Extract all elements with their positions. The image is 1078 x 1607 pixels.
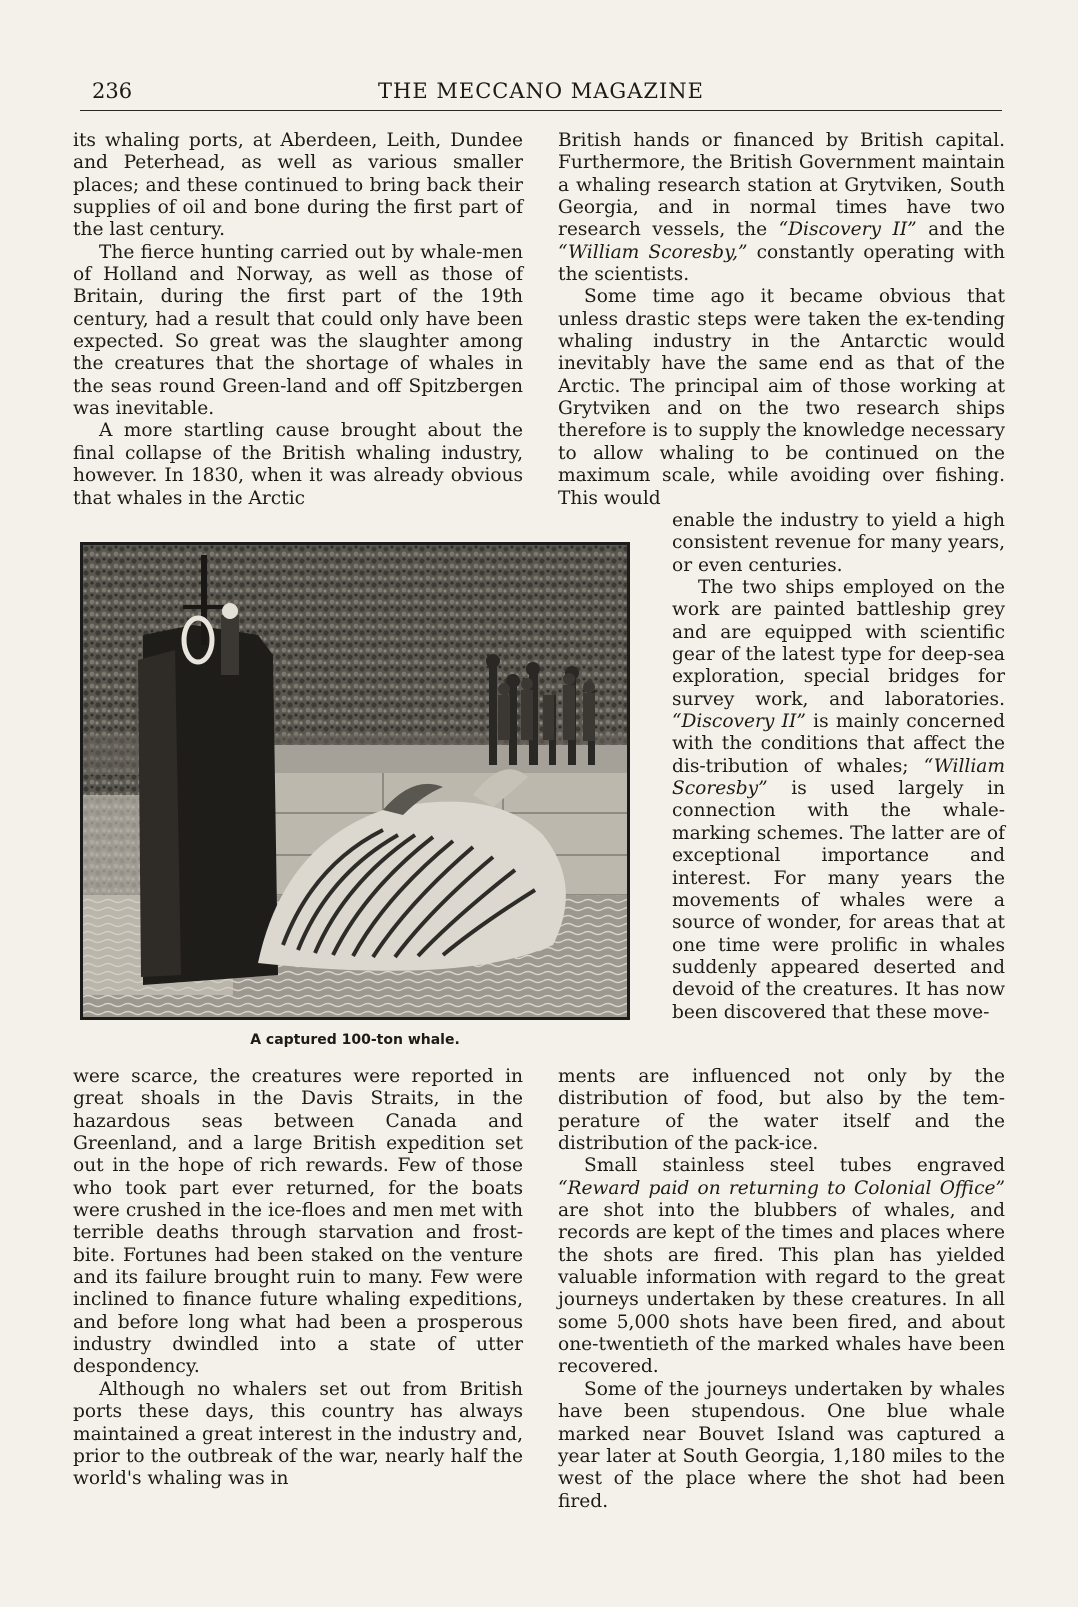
left-column-top	[73, 130, 523, 510]
ship-name: “William Scoresby,”	[558, 241, 748, 263]
text-run: constantly operating with the scientists.	[558, 241, 1005, 286]
paragraph: The fierce hunting carried out by whale-men of Holland and Norway, as well as those of Britain, during the first part of the 19th century, had a result that could only have been expected. So great was the slaughter among the creatures that the shortage of whales in the seas round Green-land and off Spitzbergen was inevitable.	[73, 241, 523, 420]
paragraph: ments are influenced not only by the distribution of food, but also by the tem-perature of the water itself and the distribution of the pack-ice.	[558, 1066, 1005, 1155]
paragraph	[558, 130, 1005, 286]
text-run: is mainly concerned with the conditions that affect the dis-tribution of whales;	[672, 711, 1005, 777]
page-number: 236	[92, 79, 133, 103]
left-column-bottom	[73, 1066, 523, 1491]
right-column-beside-photo	[672, 510, 1005, 1024]
whale-illustration	[83, 545, 627, 1017]
paragraph: Although no whalers set out from British ports these days, this country has always maintained a great interest in the industry and, prior to the outbreak of the war, nearly half the world's whaling was in	[73, 1378, 523, 1490]
text-run: Small stainless steel tubes engraved	[584, 1155, 1005, 1177]
ship-name: “Discovery II”	[672, 711, 806, 733]
text-run: are shot into the blubbers of whales, and records are kept of the times and places where the shots are fired. This plan has yielded valuable information with regard to the great journeys undertaken by these creatures. In all some 5,000 shots have been fired, and about one-twentieth of the marked whales have been recovered.	[558, 1200, 1005, 1378]
paragraph: Some of the journeys undertaken by whales have been stupendous. One blue whale marked near Bouvet Island was captured a year later at South Georgia, 1,180 miles to the west of the place where the shot had been fired.	[558, 1378, 1005, 1512]
ship-name: “William Scoresby”	[672, 755, 1005, 800]
text-run: The two ships employed on the work are painted battleship grey and are equipped with scientific gear of the latest type for deep-sea exploration, special bridges for survey work, and laboratories.	[672, 577, 1005, 710]
text-run: British hands or financed by British capital. Furthermore, the British Government maintain a whaling research station at Grytviken, South Georgia, and in normal times have two research vessels, the	[558, 130, 1005, 241]
paragraph: were scarce, the creatures were reported in great shoals in the Davis Straits, in the hazardous seas between Canada and Greenland, and a large British expedition set out in the hope of rich rewards. Few of those who took part ever returned, for the boats were crushed in the ice-floes and men met with terrible deaths through starvation and frost-bite. Fortunes had been staked on the venture and its failure brought ruin to many. Few were inclined to finance future whaling expeditions, and before long what had been a prosperous industry dwindled into a state of utter despondency.	[73, 1066, 523, 1378]
magazine-title: THE MECCANO MAGAZINE	[378, 79, 704, 103]
quoted-engraving: “Reward paid on returning to Colonial Office”	[558, 1177, 1005, 1199]
paragraph: enable the industry to yield a high consistent revenue for many years, or even centuries.	[672, 510, 1005, 576]
ship-name: “Discovery II”	[778, 219, 917, 241]
photo-caption: A captured 100-ton whale.	[250, 1032, 460, 1048]
paragraph	[558, 1155, 1005, 1378]
text-run: is used largely in connection with the whale-marking schemes. The latter are of exceptional importance and interest. For many years the movements of whales were a source of wonder, for areas that at one time were prolific in whales suddenly appeared deserted and devoid of the creatures. It has now been discovered that these move-	[672, 778, 1005, 1023]
right-column-bottom	[558, 1066, 1005, 1513]
paragraph	[672, 577, 1005, 1024]
paragraph: Some time ago it became obvious that unless drastic steps were taken the ex-tending whaling industry in the Antarctic would inevitably have the same end as that of the Arctic. The principal aim of those working at Grytviken and on the two research ships therefore is to supply the knowledge necessary to allow whaling to be continued on the maximum scale, while avoiding over fishing. This would	[558, 286, 1005, 509]
right-column-top	[558, 130, 1005, 510]
text-run: and the	[916, 219, 1005, 241]
whale-photo	[80, 542, 630, 1020]
paragraph: A more startling cause brought about the final collapse of the British whaling industry, however. In 1830, when it was already obvious that whales in the Arctic	[73, 420, 523, 509]
paragraph: its whaling ports, at Aberdeen, Leith, Dundee and Peterhead, as well as various smaller places; and these continued to bring back their supplies of oil and bone during the first part of the last century.	[73, 130, 523, 241]
page-header	[80, 76, 1002, 111]
